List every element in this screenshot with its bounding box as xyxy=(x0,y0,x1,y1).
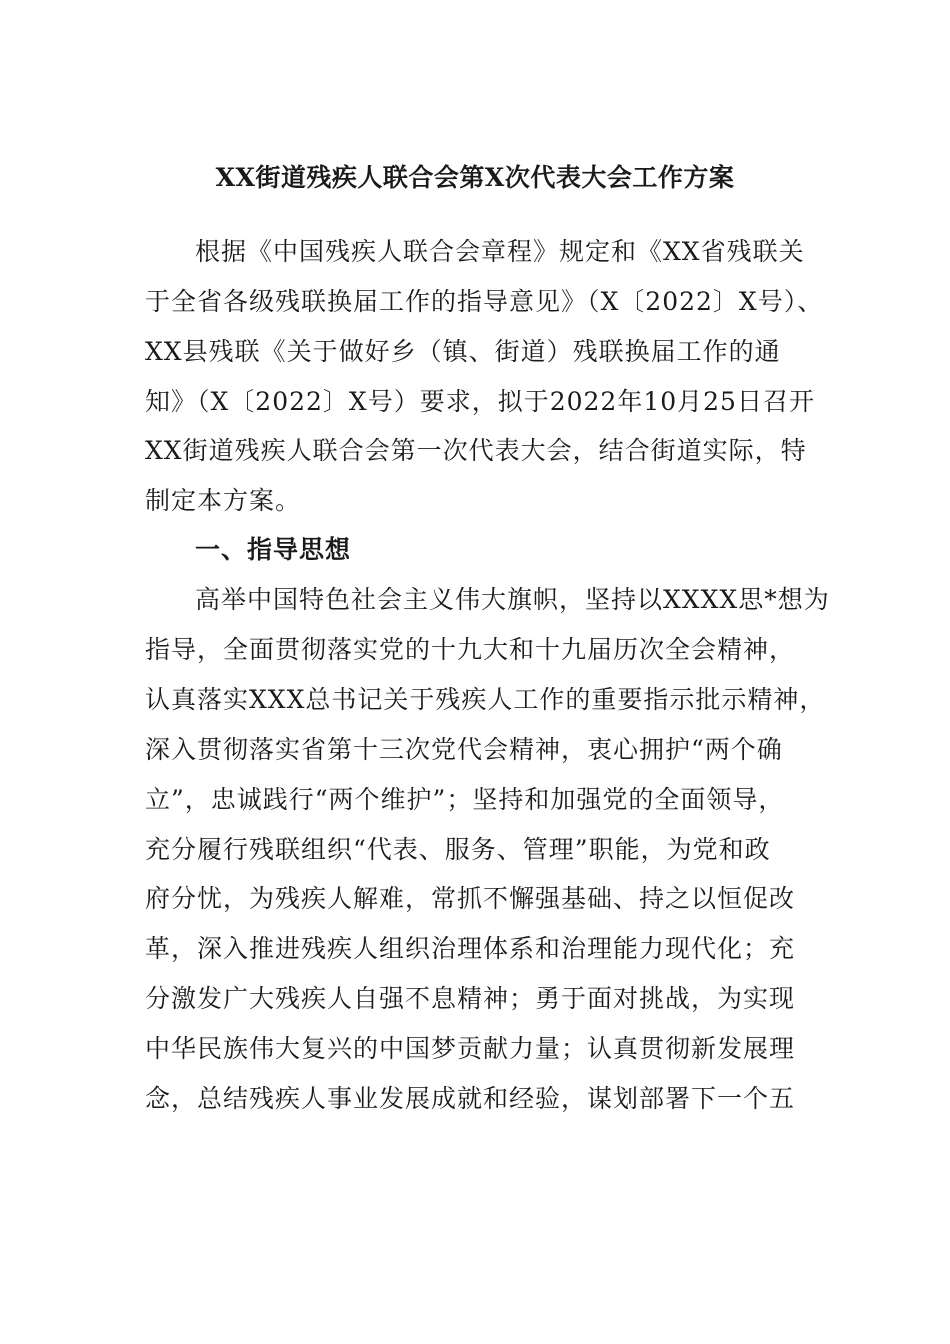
intro-line-3: XX县残联《关于做好乡（镇、街道）残联换届工作的通 xyxy=(145,337,781,366)
section1-line-2: 指导，全面贯彻落实党的十九大和十九届历次全会精神， xyxy=(145,635,796,664)
intro-line-4: 知》（X〔2022〕X号）要求，拟于2022年10月25日召开 xyxy=(145,387,815,416)
section1-line-10: 中华民族伟大复兴的中国梦贡献力量；认真贯彻新发展理 xyxy=(145,1034,796,1063)
section1-line-3: 认真落实XXX总书记关于残疾人工作的重要指示批示精神， xyxy=(145,685,826,714)
section1-line-5: 立”，忠诚践行“两个维护”；坚持和加强党的全面领导， xyxy=(145,785,785,814)
section1-line-11: 念，总结残疾人事业发展成就和经验，谋划部署下一个五 xyxy=(145,1084,796,1113)
document-title: XX街道残疾人联合会第X次代表大会工作方案 xyxy=(215,163,735,192)
section1-line-1: 高举中国特色社会主义伟大旗帜，坚持以XXXX思*想为 xyxy=(195,585,830,614)
section-heading-guiding-ideology: 一、指导思想 xyxy=(195,535,352,564)
intro-line-6: 制定本方案。 xyxy=(145,486,302,515)
section1-line-8: 革，深入推进残疾人组织治理体系和治理能力现代化；充 xyxy=(145,934,796,963)
intro-line-5: XX街道残疾人联合会第一次代表大会，结合街道实际，特 xyxy=(145,436,807,465)
section1-line-9: 分激发广大残疾人自强不息精神；勇于面对挑战，为实现 xyxy=(145,984,796,1013)
intro-line-2: 于全省各级残联换届工作的指导意见》（X〔2022〕X号）、 xyxy=(145,287,824,316)
section1-line-7: 府分忧，为残疾人解难，常抓不懈强基础、持之以恒促改 xyxy=(145,884,796,913)
section1-line-4: 深入贯彻落实省第十三次党代会精神，衷心拥护“两个确 xyxy=(145,735,783,764)
section1-line-6: 充分履行残联组织“代表、服务、管理”职能，为党和政 xyxy=(145,835,771,864)
intro-line-1: 根据《中国残疾人联合会章程》规定和《XX省残联关 xyxy=(195,237,805,266)
